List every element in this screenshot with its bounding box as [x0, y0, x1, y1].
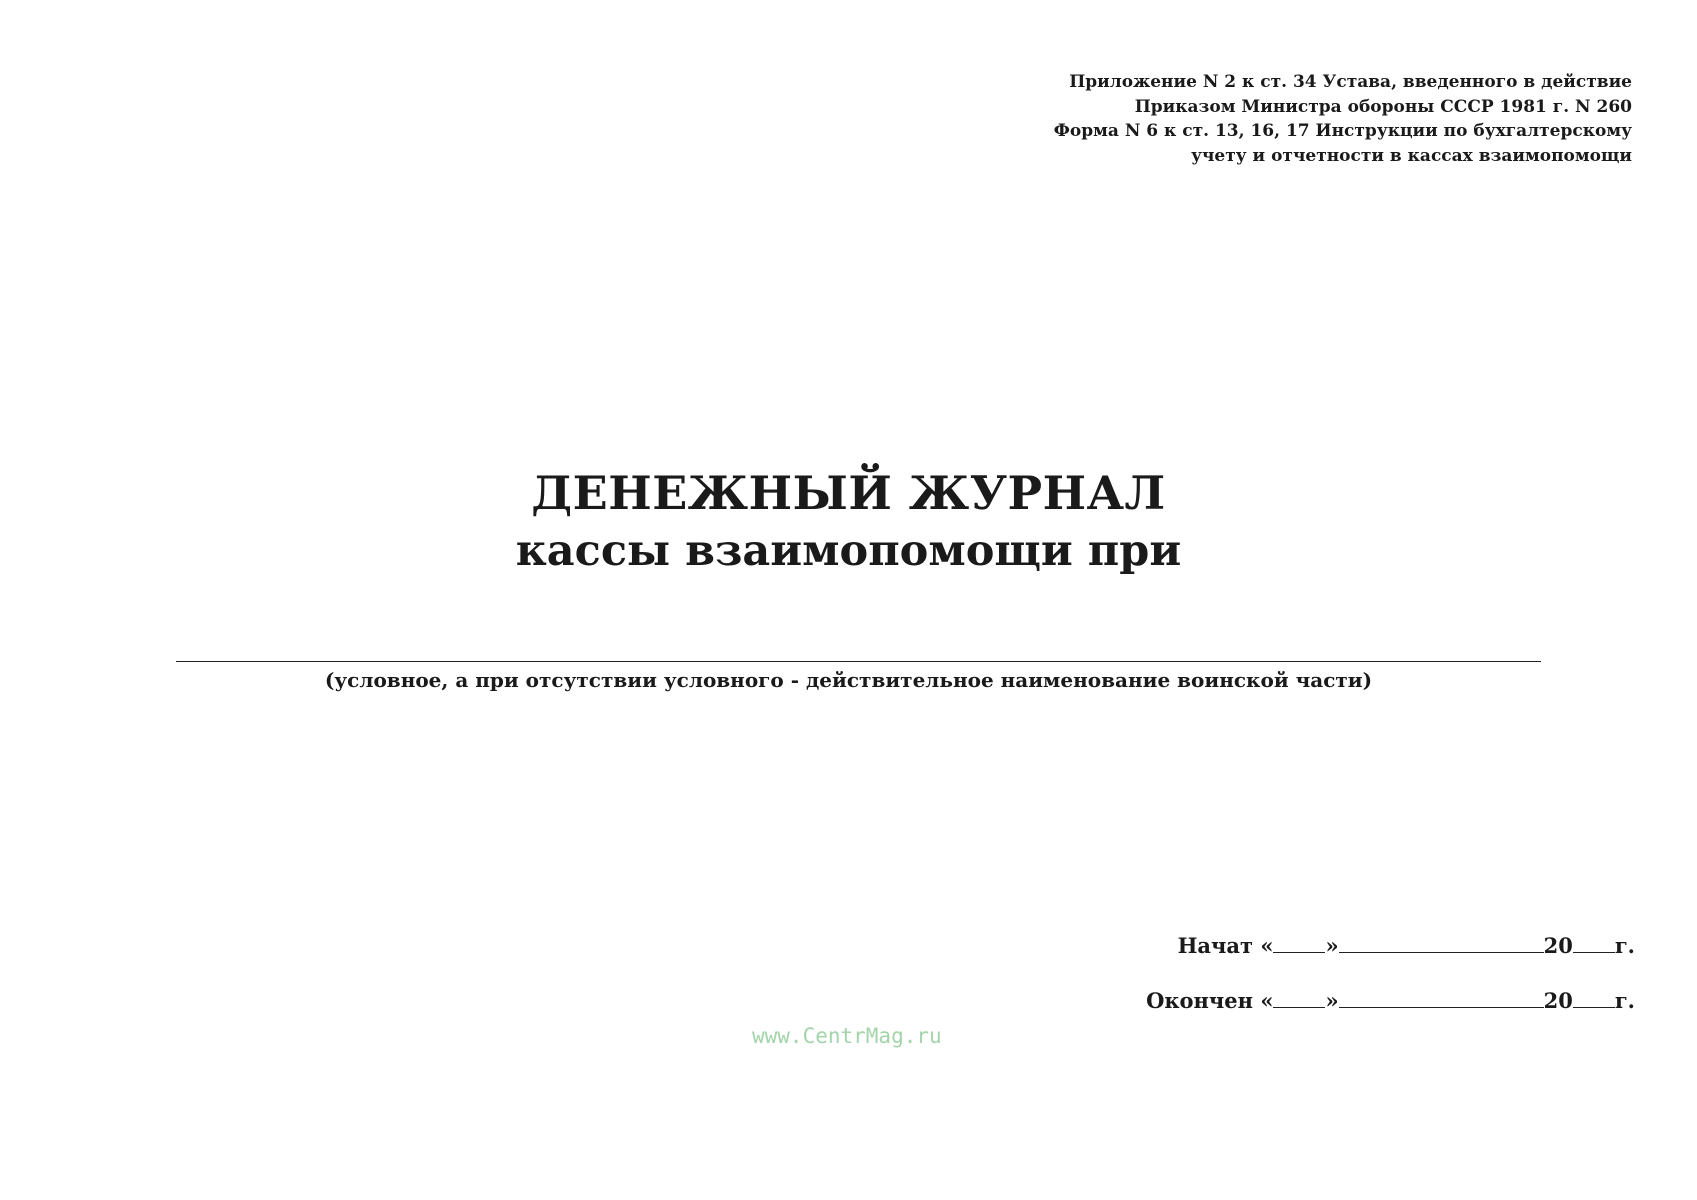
start-day-open-quote: « [1260, 933, 1274, 958]
header-note-line-3: Форма N 6 к ст. 13, 16, 17 Инструкции по бухгалтерскому [1053, 121, 1632, 141]
start-date-row [1178, 930, 1635, 960]
end-year-suffix: г. [1614, 988, 1635, 1013]
start-year-blank [1573, 930, 1615, 953]
header-note-line-1: Приложение N 2 к ст. 34 Устава, введенного в действие [1069, 72, 1632, 92]
end-day-blank [1273, 985, 1325, 1008]
end-century: 20 [1543, 988, 1573, 1013]
start-year-suffix: г. [1614, 933, 1635, 958]
title-main: ДЕНЕЖНЫЙ ЖУРНАЛ [531, 466, 1166, 520]
end-year-blank [1573, 985, 1615, 1008]
end-day-open-quote: « [1260, 988, 1274, 1013]
military-unit-caption: (условное, а при отсутствии условного - действительное наименование воинской части) [324, 668, 1373, 692]
start-day-blank [1273, 930, 1325, 953]
end-month-blank [1339, 985, 1544, 1008]
end-day-close-quote: » [1325, 988, 1339, 1013]
military-unit-name-line [176, 661, 1541, 662]
form-header-note [932, 70, 1632, 168]
end-date-row [1146, 985, 1635, 1015]
start-day-close-quote: » [1325, 933, 1339, 958]
header-note-line-4: учету и отчетности в кассах взаимопомощи [1191, 145, 1632, 166]
site-watermark: www.CentrMag.ru [752, 1024, 942, 1048]
start-month-blank [1339, 930, 1544, 953]
start-date-label: Начат [1177, 933, 1254, 958]
end-date-label: Окончен [1146, 988, 1254, 1013]
start-century: 20 [1543, 933, 1573, 958]
title-subtitle: кассы взаимопомощи при [515, 526, 1182, 576]
document-title [0, 465, 1697, 581]
header-note-line-2: Приказом Министра обороны СССР 1981 г. N 260 [1134, 96, 1632, 117]
